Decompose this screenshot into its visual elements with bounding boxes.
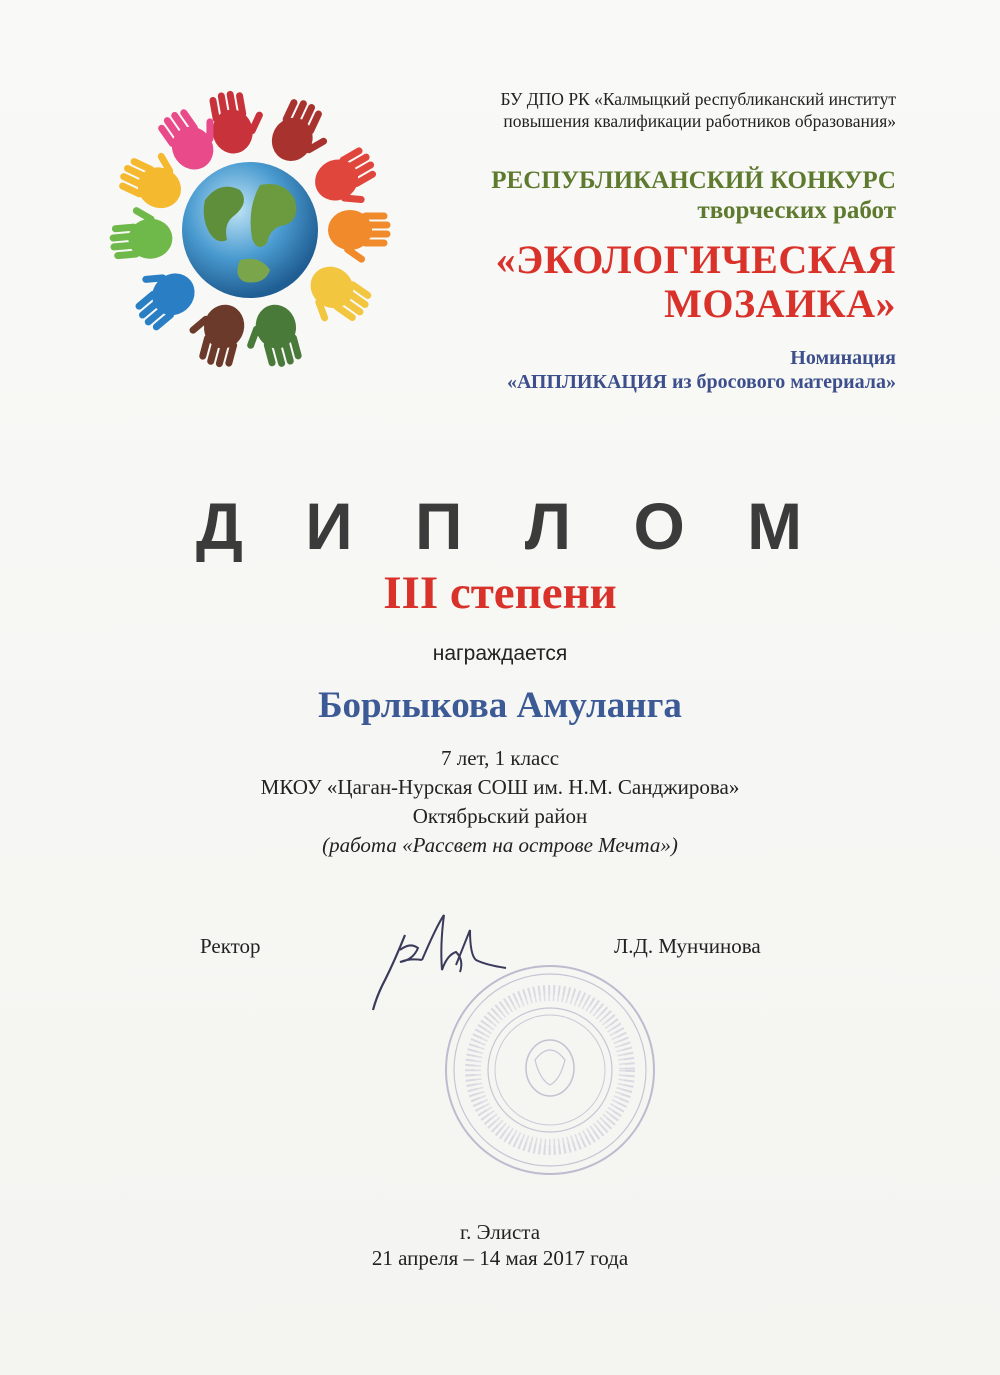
contest-title-line-2: МОЗАИКА» — [664, 281, 896, 326]
event-dates: 21 апреля – 14 мая 2017 года — [371, 1246, 629, 1270]
signatory-role: Ректор — [200, 934, 261, 958]
diploma-title: Д И П Л О М — [195, 489, 825, 563]
institution-line-1: БУ ДПО РК «Калмыцкий республиканский институт — [500, 89, 896, 109]
district-name: Октябрьский район — [412, 804, 588, 828]
header — [336, 88, 896, 394]
recipient-name: Борлыкова Амуланга — [318, 685, 682, 726]
hand-shape-7 — [120, 254, 203, 336]
signatory-name: Л.Д. Мунчинова — [614, 934, 761, 958]
contest-title-line-1: «ЭКОЛОГИЧЕСКАЯ — [495, 237, 896, 282]
age-class: 7 лет, 1 класс — [440, 746, 560, 770]
contest-line-1: РЕСПУБЛИКАНСКИЙ КОНКУРС — [491, 167, 896, 194]
city: г. Элиста — [459, 1220, 541, 1244]
hand-shape-8 — [107, 203, 174, 262]
hand-shape-0 — [206, 86, 270, 157]
hand-shape-5 — [237, 300, 305, 374]
recipient-info — [0, 744, 1000, 860]
handwritten-signature — [360, 905, 510, 1015]
contest-line-2: творческих работ — [697, 197, 896, 224]
awarded-text: награждается — [432, 642, 568, 665]
nomination-value: «АППЛИКАЦИЯ из бросового материала» — [506, 371, 896, 393]
hand-shape-6 — [181, 297, 249, 371]
nomination-label: Номинация — [790, 347, 896, 369]
institution-line-2: повышения квалификации работников образования» — [503, 111, 896, 131]
diploma-degree: III степени — [383, 567, 617, 619]
work-title: (работа «Рассвет на острове Мечта») — [322, 833, 678, 857]
school-name: МКОУ «Цаган-Нурская СОШ им. Н.М. Санджирова» — [260, 775, 740, 799]
